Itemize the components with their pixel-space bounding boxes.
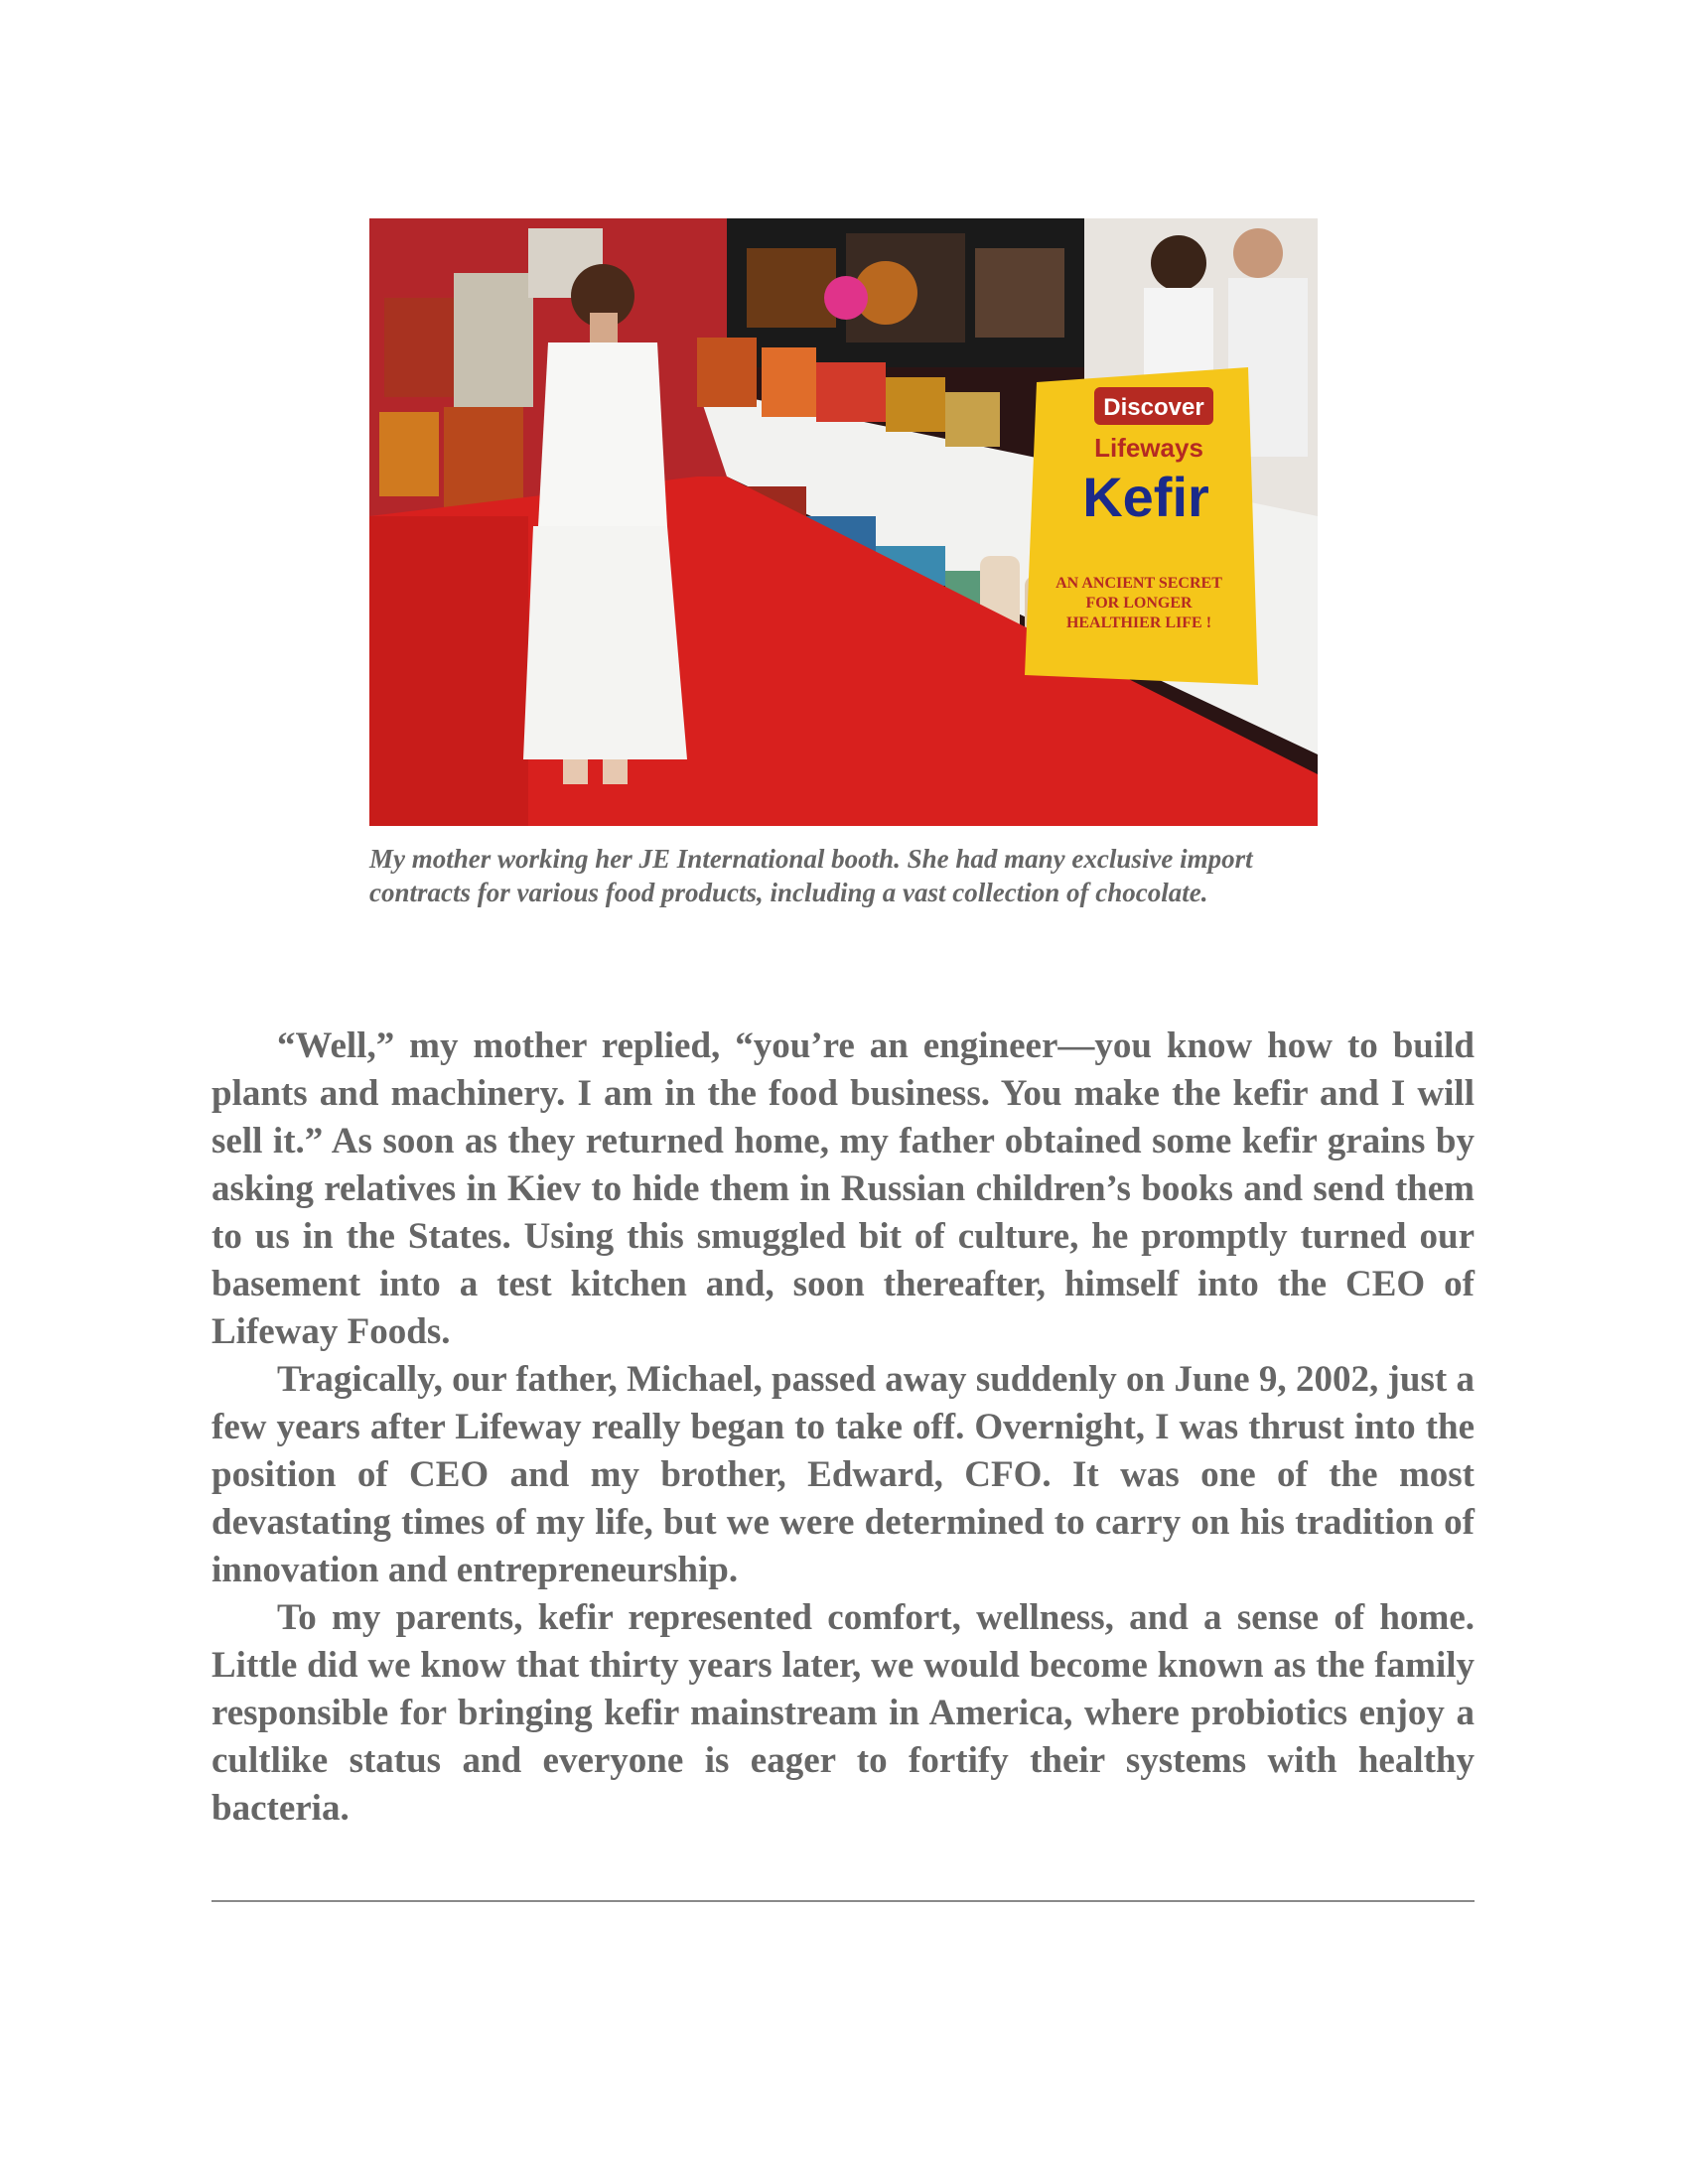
booth-photo [369,218,1318,826]
paragraph: To my parents, kefir represented comfort, wellness, and a sense of home. Little did we know that thirty years later, we would become known as the family responsible for bringing kefir mainstream in America, where probiotics enjoy a cultlike status and everyone is eager to fortify their systems with healthy bacteria. [211,1597,1475,1829]
booth-photo-illustration [369,218,1318,826]
sign-brand-text: Lifeways [1094,433,1203,463]
body-text [211,1023,1475,1833]
paragraph: Tragically, our father, Michael, passed away suddenly on June 9, 2002, just a few years after Lifeway really began to take off. Overnight, I was thrust into the position of CEO and my brother, Edward, CFO. It was one of the most devastating times of my life, but we were determined to carry on his tradition of innovation and entrepreneurship. [211,1359,1475,1590]
footer-divider [211,1900,1475,1902]
sign-tagline-2: FOR LONGER [1085,595,1193,612]
sign-discover-text: Discover [1103,394,1204,421]
paragraph: “Well,” my mother replied, “you’re an engineer—you know how to build plants and machinery. I am in the food business. You make the kefir and I will sell it.” As soon as they returned home, my father obtained some kefir grains by asking relatives in Kiev to hide them in Russian children’s books and send them to us in the States. Using this smuggled bit of culture, he promptly turned our basement into a test kitchen and, soon thereafter, himself into the CEO of Lifeway Foods. [211,1025,1475,1352]
sign-tagline-3: HEALTHIER LIFE ! [1065,614,1212,631]
photo-caption: My mother working her JE International booth. She had many exclusive import contracts for various food products, including a vast collection of chocolate. [369,844,1253,907]
sign-tagline-1: AN ANCIENT SECRET [1055,575,1222,592]
sign-product-text: Kefir [1082,466,1209,528]
